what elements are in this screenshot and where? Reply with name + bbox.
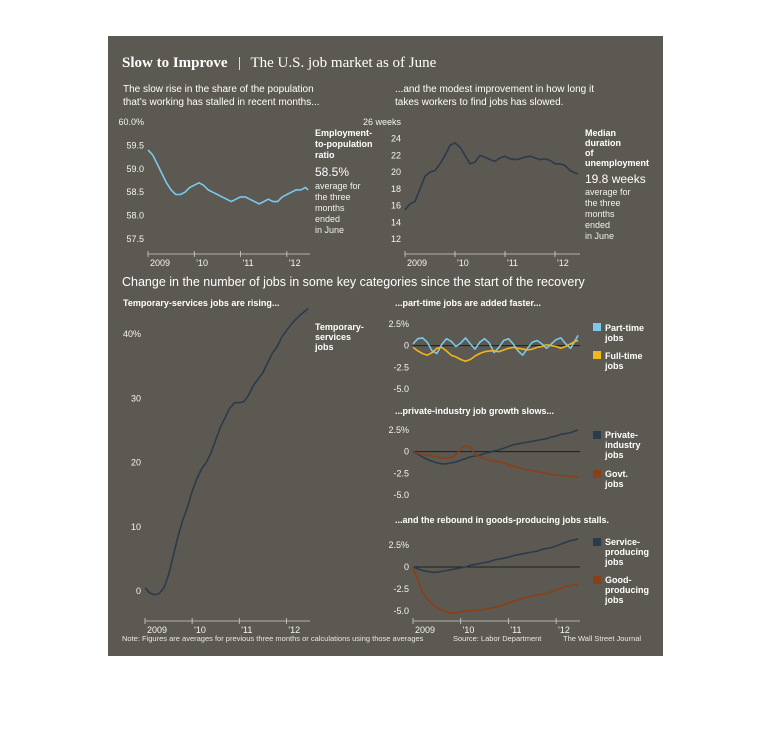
goods-label3: jobs	[605, 595, 624, 605]
dur-ytick-label: 22	[390, 150, 401, 161]
emp-legend-desc1: average for	[315, 181, 361, 191]
goods-xtick-label: '12	[558, 625, 570, 635]
title-text: Slow to Improve	[122, 55, 228, 71]
priv-ytick-label: -2.5	[393, 468, 409, 479]
emp-desc-line2: that’s working has stalled in recent months...	[123, 97, 320, 108]
priv-ytick-label: 2.5%	[388, 425, 409, 435]
goods-ytick-label: 0	[403, 562, 409, 572]
temp-desc: Temporary-services jobs are rising...	[123, 298, 280, 308]
footer-source: Source: Labor Department	[453, 634, 542, 643]
goods-desc: ...and the rebound in goods-producing jobs stalls.	[395, 515, 610, 525]
emp-legend-line1: Employment-	[315, 128, 373, 138]
full-time-label1: Full-time	[605, 351, 643, 361]
full-time-swatch	[593, 351, 601, 359]
temp-legend-line3: jobs	[315, 342, 334, 352]
goods-ytick-label: -2.5	[393, 584, 409, 594]
goods-xtick-label: 2009	[415, 625, 436, 635]
part-time-label1: Part-time	[605, 323, 645, 333]
dur-ytick-label: 24	[390, 133, 401, 144]
title-separator: |	[238, 55, 242, 71]
goods-swatch	[593, 576, 601, 584]
dur-legend-line4: unemployment	[585, 158, 650, 168]
emp-legend-desc3: months	[315, 203, 345, 213]
emp-legend-line3: ratio	[315, 150, 335, 160]
figure-svg	[108, 36, 663, 656]
temp-xtick-label: '10	[194, 625, 206, 635]
dur-legend-desc1: average for	[585, 187, 631, 197]
priv-chart	[388, 425, 580, 500]
emp-ytick-label: 60.0%	[118, 117, 144, 127]
part-chart	[388, 319, 580, 394]
temp-legend-line2: services	[315, 332, 352, 342]
private-label2: industry	[605, 440, 641, 450]
emp-ytick-label: 58.0	[126, 210, 144, 221]
page-title	[122, 54, 437, 71]
emp-desc-line1: The slow rise in the share of the population	[123, 84, 314, 95]
dur-ytick-label: 12	[390, 234, 401, 244]
goods-label2: producing	[605, 585, 649, 595]
goods-chart	[388, 539, 580, 635]
temp-series-line-0	[145, 308, 308, 595]
dur-ytick-label: 16	[390, 200, 401, 211]
temp-xtick-label: '11	[241, 625, 253, 635]
full-time-label2: jobs	[605, 361, 624, 371]
service-label3: jobs	[605, 557, 624, 567]
goods-xtick-label: '10	[462, 625, 475, 635]
emp-legend-desc5: in June	[315, 225, 345, 235]
part-time-swatch	[593, 323, 601, 331]
goods-xtick-label: '11	[510, 625, 522, 635]
govt-label1: Govt.	[605, 469, 629, 479]
footer-note: Note: Figures are averages for previous three months or calculations using those averages	[122, 634, 424, 643]
part-ytick-label: 0	[403, 340, 409, 351]
dur-chart	[363, 117, 580, 268]
priv-ytick-label: 0	[403, 446, 409, 457]
dur-ytick-label: 20	[390, 167, 401, 178]
dur-legend-line2: duration	[585, 138, 621, 148]
govt-label2: jobs	[605, 479, 624, 489]
govt-swatch	[593, 470, 601, 478]
dur-series-line-0	[405, 143, 578, 210]
part-desc: ...part-time jobs are added faster...	[395, 298, 542, 308]
emp-ytick-label: 58.5	[126, 187, 144, 198]
emp-series-line-0	[148, 150, 308, 204]
dur-xtick-label: '10	[457, 258, 469, 268]
temp-legend-line1: Temporary-	[315, 322, 364, 332]
private-label3: jobs	[605, 450, 624, 460]
chart-panel	[108, 36, 663, 656]
footer-credit: The Wall Street Journal	[563, 634, 642, 643]
emp-ytick-label: 57.5	[126, 234, 144, 244]
part-ytick-label: 2.5%	[388, 319, 409, 329]
dur-xtick-label: '12	[557, 258, 569, 268]
private-label1: Private-	[605, 430, 639, 440]
dur-legend-value: 19.8 weeks	[585, 172, 646, 186]
temp-ytick-label: 30	[130, 393, 141, 404]
priv-legend	[593, 430, 641, 489]
goods-ytick-label: 2.5%	[388, 540, 409, 550]
dur-xtick-label: 2009	[407, 258, 428, 268]
goods-series-line-1	[413, 567, 578, 613]
temp-chart	[123, 308, 310, 635]
dur-legend-desc4: ended	[585, 220, 611, 230]
part-legend	[593, 323, 644, 371]
service-label2: producing	[605, 547, 649, 557]
emp-xtick-label: '11	[242, 258, 254, 268]
emp-legend-desc4: ended	[315, 214, 341, 224]
emp-ytick-label: 59.5	[126, 140, 144, 151]
temp-ytick-label: 20	[130, 457, 141, 468]
temp-legend	[314, 322, 364, 352]
dur-legend-line1: Median	[585, 128, 617, 138]
emp-legend-desc2: the three	[315, 192, 351, 202]
dur-ytick-label: 14	[390, 217, 401, 228]
goods-legend	[593, 537, 649, 605]
emp-legend	[315, 128, 372, 235]
emp-chart	[118, 117, 310, 268]
temp-xtick-label: 2009	[147, 625, 168, 635]
dur-xtick-label: '11	[507, 258, 519, 268]
priv-series-line-0	[413, 430, 578, 464]
emp-xtick-label: '10	[196, 258, 209, 268]
dur-desc-line1: ...and the modest improvement in how long it	[395, 84, 594, 95]
service-label1: Service-	[605, 537, 641, 547]
dur-legend-line3: of	[585, 148, 594, 158]
part-ytick-label: -2.5	[393, 362, 409, 373]
dur-legend-desc5: in June	[585, 231, 615, 241]
temp-xtick-label: '12	[288, 625, 301, 635]
temp-ytick-label: 40%	[122, 329, 141, 339]
temp-ytick-label: 0	[135, 586, 141, 596]
dur-ytick-label: 26 weeks	[362, 117, 401, 127]
part-ytick-label: -5.0	[393, 384, 409, 394]
section-title: Change in the number of jobs in some key categories since the start of the recovery	[122, 275, 585, 289]
goods-label1: Good-	[605, 575, 632, 585]
dur-ytick-label: 18	[390, 183, 401, 194]
priv-desc: ...private-industry job growth slows...	[395, 406, 555, 416]
dur-desc-line2: takes workers to find jobs has slowed.	[395, 97, 564, 108]
emp-ytick-label: 59.0	[126, 163, 144, 174]
emp-xtick-label: '12	[288, 258, 301, 268]
subtitle-text: The U.S. job market as of June	[250, 55, 437, 71]
dur-legend-desc2: the three	[585, 198, 621, 208]
dur-legend	[585, 128, 649, 241]
emp-legend-value: 58.5%	[315, 165, 350, 179]
priv-ytick-label: -5.0	[393, 490, 409, 500]
temp-ytick-label: 10	[130, 521, 141, 532]
dur-legend-desc3: months	[585, 209, 615, 219]
private-swatch	[593, 431, 601, 439]
part-time-label2: jobs	[605, 333, 624, 343]
emp-legend-line2: to-population	[315, 139, 373, 149]
emp-xtick-label: 2009	[150, 258, 171, 268]
service-swatch	[593, 538, 601, 546]
goods-ytick-label: -5.0	[393, 606, 409, 616]
